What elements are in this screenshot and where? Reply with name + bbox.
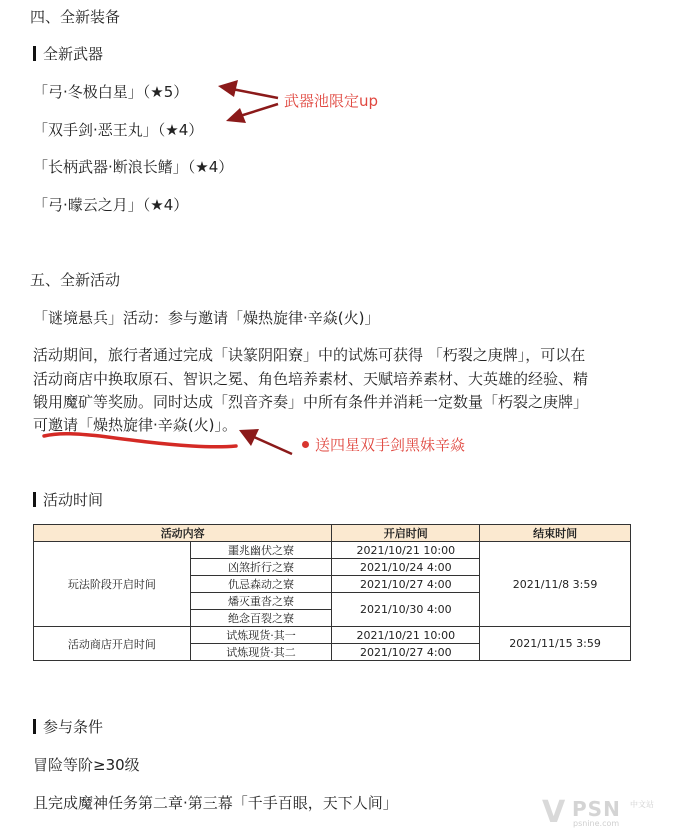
watermark-site: psnine.com xyxy=(573,819,620,828)
arrow-to-weapon-1 xyxy=(218,80,278,98)
group-2-end: 2021/11/15 3:59 xyxy=(480,627,631,661)
annotation-dot xyxy=(302,441,309,448)
condition-line-2: 且完成魔神任务第二章·第三幕「千手百眼，天下人间」 xyxy=(33,794,398,812)
start-time: 2021/10/27 4:00 xyxy=(332,644,480,661)
event-paragraph-line-2: 活动商店中换取原石、智识之冕、角色培养素材、天赋培养素材、大英雄的经验、精 xyxy=(33,370,589,388)
weapon-item-3: 「长柄武器·断浪长鳍」（★4） xyxy=(33,158,234,176)
weapon-pool-annotation: 武器池限定up xyxy=(284,92,379,110)
stage-name: 仇忌森动之寮 xyxy=(190,576,332,593)
event-paragraph-line-1: 活动期间，旅行者通过完成「诀篆阴阳寮」中的试炼可获得 「朽裂之庚牌」，可以在 xyxy=(33,346,586,364)
header-content: 活动内容 xyxy=(34,525,332,542)
table-row xyxy=(34,627,631,644)
stage-name: 绝念百裂之寮 xyxy=(190,610,332,627)
table-header-row xyxy=(34,525,631,542)
xinyan-underline xyxy=(44,434,236,447)
conditions-heading-label: 参与条件 xyxy=(43,718,104,736)
xinyan-annotation xyxy=(302,434,465,455)
stage-name: 凶煞折行之寮 xyxy=(190,559,332,576)
group-1-label: 玩法阶段开启时间 xyxy=(34,542,191,627)
conditions-heading xyxy=(33,716,103,737)
event-schedule-table xyxy=(33,524,631,661)
group-1-end: 2021/11/8 3:59 xyxy=(480,542,631,627)
event-paragraph-line-4: 可邀请「燥热旋律·辛焱(火)」。 xyxy=(33,416,237,434)
event-paragraph-line-3: 锻用魔矿等奖励。同时达成「烈音齐奏」中所有条件并消耗一定数量「朽裂之庚牌」 xyxy=(33,393,589,411)
heading-bar xyxy=(33,492,36,507)
start-time: 2021/10/21 10:00 xyxy=(332,542,480,559)
arrow-to-weapon-2 xyxy=(226,104,278,123)
header-end: 结束时间 xyxy=(480,525,631,542)
site-watermark xyxy=(542,795,667,831)
group-2-label: 活动商店开启时间 xyxy=(34,627,191,661)
heading-bar xyxy=(33,719,36,734)
watermark-cn: 中文站 xyxy=(630,800,654,809)
watermark-logo-icon: V xyxy=(542,795,566,830)
event-time-heading xyxy=(33,489,103,510)
weapon-item-2: 「双手剑·恶王丸」（★4） xyxy=(33,121,204,139)
weapon-item-4: 「弓·曚云之月」（★4） xyxy=(33,196,189,214)
watermark-brand: PSN xyxy=(572,797,621,821)
header-start: 开启时间 xyxy=(332,525,480,542)
table-row xyxy=(34,542,631,559)
section-4-title: 四、全新装备 xyxy=(30,8,121,26)
shop-item: 试炼现货·其一 xyxy=(190,627,332,644)
xinyan-annotation-text: 送四星双手剑黑妹辛焱 xyxy=(315,436,466,454)
start-time: 2021/10/24 4:00 xyxy=(332,559,480,576)
stage-name: 噩兆幽伏之寮 xyxy=(190,542,332,559)
event-time-heading-label: 活动时间 xyxy=(43,491,104,509)
event-invite-line: 「谜境悬兵」活动：参与邀请「燥热旋律·辛焱(火)」 xyxy=(33,309,380,327)
arrow-to-xinyan xyxy=(239,429,292,454)
weapons-heading-label: 全新武器 xyxy=(43,45,104,63)
stage-name: 燔灭重沓之寮 xyxy=(190,593,332,610)
start-time: 2021/10/30 4:00 xyxy=(332,593,480,627)
start-time: 2021/10/21 10:00 xyxy=(332,627,480,644)
section-5-title: 五、全新活动 xyxy=(30,271,121,289)
shop-item: 试炼现货·其二 xyxy=(190,644,332,661)
start-time: 2021/10/27 4:00 xyxy=(332,576,480,593)
condition-line-1: 冒险等阶≥30级 xyxy=(33,756,140,774)
weapon-item-1: 「弓·冬极白星」（★5） xyxy=(33,83,189,101)
